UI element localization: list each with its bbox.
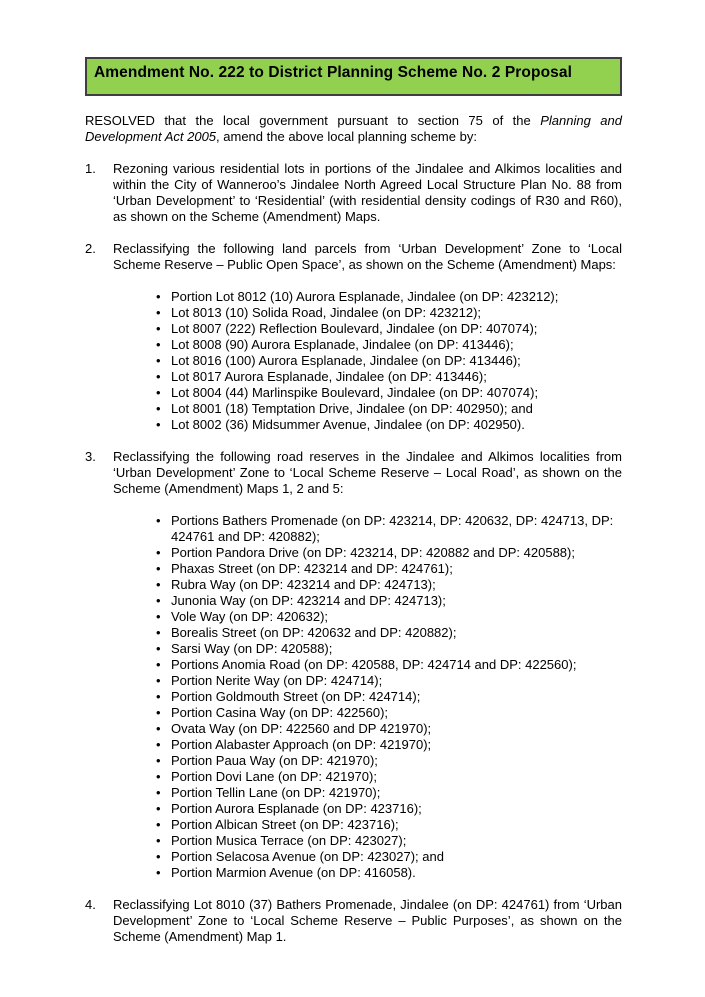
numbered-list [85,161,622,945]
bullet-marker-icon: • [156,289,161,304]
bullet-item [156,369,622,385]
bullet-text: Portion Paua Way (on DP: 421970); [171,753,378,768]
bullet-text: Lot 8002 (36) Midsummer Avenue, Jindalee (on DP: 402950). [171,417,525,432]
bullet-item [156,833,622,849]
intro-paragraph [85,113,622,145]
bullet-text: Portion Nerite Way (on DP: 424714); [171,673,383,688]
bullet-text: Portion Alabaster Approach (on DP: 421970); [171,737,432,752]
bullet-text: Portion Dovi Lane (on DP: 421970); [171,769,377,784]
bullet-marker-icon: • [156,513,161,528]
bullet-text: Junonia Way (on DP: 423214 and DP: 424713); [171,593,446,608]
numbered-item [85,241,622,433]
bullet-marker-icon: • [156,625,161,640]
bullet-marker-icon: • [156,305,161,320]
bullet-list [113,289,622,433]
bullet-marker-icon: • [156,321,161,336]
bullet-text: Lot 8007 (222) Reflection Boulevard, Jindalee (on DP: 407074); [171,321,538,336]
bullet-marker-icon: • [156,737,161,752]
bullet-text: Portion Goldmouth Street (on DP: 424714); [171,689,421,704]
bullet-list [113,513,622,881]
bullet-item [156,321,622,337]
numbered-item [85,449,622,881]
bullet-text: Lot 8004 (44) Marlinspike Boulevard, Jindalee (on DP: 407074); [171,385,539,400]
bullet-text: Portion Selacosa Avenue (on DP: 423027); and [171,849,444,864]
bullet-item [156,785,622,801]
item-text: Reclassifying the following road reserves in the Jindalee and Alkimos localities from ‘Urban Development’ Zone to ‘Local Scheme Reserve – Local Road’, as shown on the Scheme (Amendment) Maps 1, 2 and 5: [113,449,622,496]
bullet-item [156,289,622,305]
bullet-marker-icon: • [156,785,161,800]
title-banner [85,57,622,96]
bullet-item [156,417,622,433]
bullet-item [156,817,622,833]
intro-text-start: RESOLVED that the local government pursuant to section 75 of the [85,113,541,128]
bullet-item [156,849,622,865]
bullet-item [156,305,622,321]
item-text: Reclassifying the following land parcels from ‘Urban Development’ Zone to ‘Local Scheme Reserve – Public Open Space’, as shown on the Scheme (Amendment) Maps: [113,241,622,272]
bullet-text: Sarsi Way (on DP: 420588); [171,641,333,656]
bullet-marker-icon: • [156,337,161,352]
bullet-marker-icon: • [156,609,161,624]
bullet-marker-icon: • [156,673,161,688]
item-number: 3. [85,449,96,464]
bullet-text: Portion Albican Street (on DP: 423716); [171,817,399,832]
bullet-item [156,737,622,753]
bullet-text: Portion Casina Way (on DP: 422560); [171,705,389,720]
bullet-item [156,337,622,353]
bullet-text: Ovata Way (on DP: 422560 and DP 421970); [171,721,432,736]
item-text: Reclassifying Lot 8010 (37) Bathers Promenade, Jindalee (on DP: 424761) from ‘Urban Development’ Zone to ‘Local Scheme Reserve – Public Purposes’, as shown on the Scheme (Amendment) Map 1. [113,897,622,944]
bullet-item [156,609,622,625]
bullet-marker-icon: • [156,641,161,656]
bullet-text: Portion Tellin Lane (on DP: 421970); [171,785,381,800]
bullet-marker-icon: • [156,705,161,720]
bullet-item [156,865,622,881]
bullet-text: Lot 8017 Aurora Esplanade, Jindalee (on DP: 413446); [171,369,487,384]
bullet-item [156,385,622,401]
bullet-marker-icon: • [156,385,161,400]
bullet-item [156,641,622,657]
bullet-item [156,657,622,673]
bullet-marker-icon: • [156,401,161,416]
bullet-item [156,705,622,721]
numbered-item [85,161,622,225]
bullet-text: Lot 8001 (18) Temptation Drive, Jindalee (on DP: 402950); and [171,401,533,416]
bullet-item [156,401,622,417]
bullet-text: Rubra Way (on DP: 423214 and DP: 424713); [171,577,436,592]
bullet-item [156,353,622,369]
bullet-text: Portions Anomia Road (on DP: 420588, DP: 424714 and DP: 422560); [171,657,577,672]
bullet-marker-icon: • [156,577,161,592]
bullet-marker-icon: • [156,417,161,432]
bullet-marker-icon: • [156,817,161,832]
item-number: 2. [85,241,96,256]
item-number: 4. [85,897,96,912]
bullet-item [156,545,622,561]
bullet-marker-icon: • [156,369,161,384]
bullet-marker-icon: • [156,657,161,672]
bullet-item [156,561,622,577]
bullet-item [156,625,622,641]
numbered-item [85,897,622,945]
bullet-marker-icon: • [156,593,161,608]
bullet-text: Portion Marmion Avenue (on DP: 416058). [171,865,416,880]
bullet-marker-icon: • [156,721,161,736]
bullet-item [156,753,622,769]
bullet-marker-icon: • [156,689,161,704]
bullet-text: Phaxas Street (on DP: 423214 and DP: 424761); [171,561,453,576]
bullet-text: Portions Bathers Promenade (on DP: 423214, DP: 420632, DP: 424713, DP: 424761 and DP: 420882); [171,513,614,544]
bullet-item [156,577,622,593]
item-number: 1. [85,161,96,176]
bullet-text: Lot 8016 (100) Aurora Esplanade, Jindalee (on DP: 413446); [171,353,521,368]
bullet-marker-icon: • [156,769,161,784]
bullet-text: Portion Musica Terrace (on DP: 423027); [171,833,407,848]
bullet-text: Lot 8008 (90) Aurora Esplanade, Jindalee (on DP: 413446); [171,337,514,352]
bullet-text: Portion Aurora Esplanade (on DP: 423716); [171,801,422,816]
bullet-marker-icon: • [156,753,161,768]
bullet-item [156,593,622,609]
bullet-marker-icon: • [156,833,161,848]
bullet-item [156,769,622,785]
bullet-item [156,801,622,817]
bullet-marker-icon: • [156,849,161,864]
bullet-item [156,689,622,705]
bullet-text: Portion Pandora Drive (on DP: 423214, DP: 420882 and DP: 420588); [171,545,575,560]
bullet-marker-icon: • [156,545,161,560]
bullet-marker-icon: • [156,561,161,576]
act-title-italic: Planning and Development Act 2005 [85,113,622,144]
bullet-item [156,673,622,689]
bullet-text: Borealis Street (on DP: 420632 and DP: 420882); [171,625,457,640]
item-text: Rezoning various residential lots in portions of the Jindalee and Alkimos localities and within the City of Wanneroo’s Jindalee North Agreed Local Structure Plan No. 88 from ‘Urban Development’ to ‘Residential’ (with residential density codings of R30 and R60), as shown on the Scheme (Amendment) Maps. [113,161,622,224]
bullet-item [156,721,622,737]
bullet-item [156,513,622,545]
bullet-marker-icon: • [156,865,161,880]
document-title: Amendment No. 222 to District Planning Scheme No. 2 Proposal [94,64,572,81]
intro-text-end: , amend the above local planning scheme by: [216,129,477,144]
bullet-text: Portion Lot 8012 (10) Aurora Esplanade, Jindalee (on DP: 423212); [171,289,559,304]
bullet-marker-icon: • [156,353,161,368]
bullet-text: Vole Way (on DP: 420632); [171,609,329,624]
bullet-marker-icon: • [156,801,161,816]
bullet-text: Lot 8013 (10) Solida Road, Jindalee (on DP: 423212); [171,305,482,320]
